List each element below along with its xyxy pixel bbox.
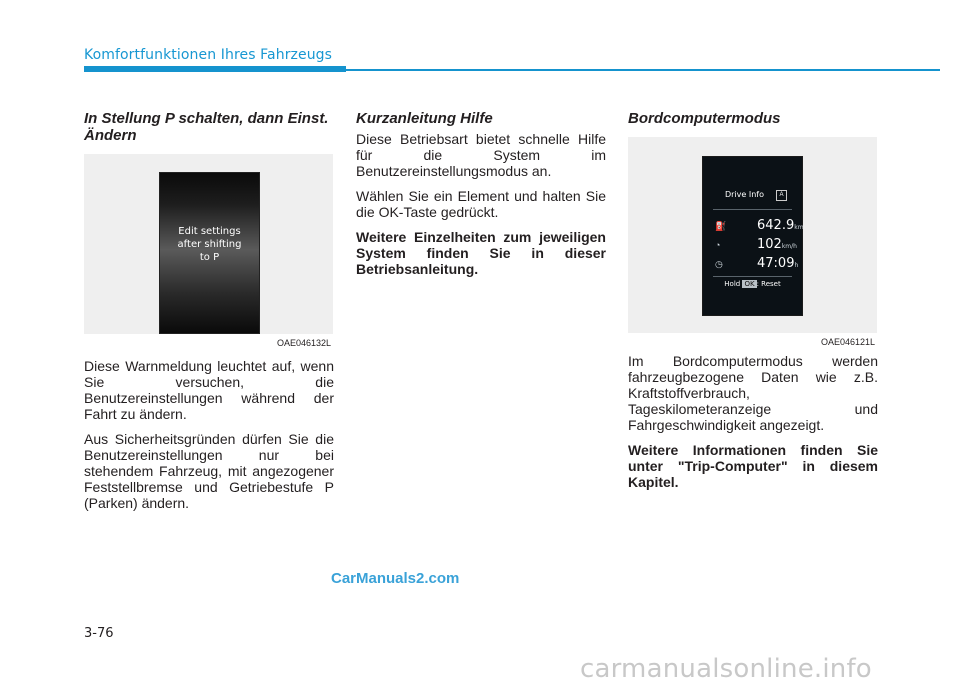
figure-caption: OAE046132L — [276, 338, 331, 348]
paragraph: Aus Sicherheitsgründen dürfen Sie die Benutzereinstellungen nur bei stehendem Fahrzeug, mit angezogener Feststellbremse und Getriebestufe P (Parken) ändern. — [84, 431, 334, 511]
data-value: 102km/h — [757, 237, 797, 252]
paragraph: Wählen Sie ein Element und halten Sie die OK-Taste gedrückt. — [356, 188, 606, 220]
page-number: 3-76 — [84, 626, 114, 641]
divider — [713, 276, 792, 277]
cluster-display — [159, 172, 260, 334]
data-row-speed — [711, 237, 796, 255]
data-row-time — [711, 256, 799, 274]
display-line-2: after shifting — [177, 239, 242, 250]
bold-note: Weitere Informationen finden Sie unter "Trip-Computer" in diesem Kapitel. — [628, 442, 878, 490]
data-value: 47:09h — [757, 256, 799, 271]
heading-shift-to-p: In Stellung P schalten, dann Einst. Ändern — [84, 110, 329, 144]
column-3 — [628, 110, 878, 499]
column-1 — [84, 110, 334, 520]
header-accent-bar — [84, 66, 346, 72]
header-rule — [346, 69, 940, 71]
bold-note: Weitere Einzelheiten zum jeweiligen System finden Sie in dieser Betriebsanleitung. — [356, 229, 606, 277]
display-footer: Hold OK : Reset — [724, 280, 781, 288]
data-value: 642.9km — [757, 218, 804, 233]
paragraph: Diese Betriebsart bietet schnelle Hilfe für die System im Benutzereinstellungsmodus an. — [356, 131, 606, 179]
figure-drive-info — [628, 137, 877, 347]
heading-quick-help: Kurzanleitung Hilfe — [356, 110, 493, 127]
figure-warning-message — [84, 154, 333, 348]
display-line-1: Edit settings — [178, 226, 241, 237]
paragraph: Im Bordcomputermodus werden fahrzeugbezogene Daten wie z.B. Kraftstoffverbrauch, Tageskilometeranzeige und Fahrgeschwindigkeit angezeigt. — [628, 353, 878, 433]
display-title: Drive Info — [725, 190, 765, 199]
watermark-link[interactable]: CarManuals2.com — [331, 570, 460, 587]
display-message — [160, 225, 259, 264]
column-2 — [356, 110, 606, 286]
display-line-3: to P — [199, 252, 220, 263]
paragraph: Diese Warnmeldung leuchtet auf, wenn Sie versuchen, die Benutzereinstellungen während der Fahrt zu ändern. — [84, 358, 334, 422]
clock-icon: ◷ — [715, 259, 723, 269]
section-header-title: Komfortfunktionen Ihres Fahrzeugs — [84, 47, 333, 63]
speedometer-icon: ◔ — [715, 240, 721, 250]
figure-caption: OAE046121L — [820, 337, 875, 347]
cluster-display — [702, 156, 803, 316]
data-row-fuel — [711, 218, 804, 236]
fuel-icon: ⛽ — [715, 221, 727, 231]
heading-trip-computer: Bordcomputermodus — [628, 110, 781, 127]
divider — [713, 209, 792, 210]
footer-site-logo: carmanualsonline.info — [580, 654, 872, 684]
mode-badge: A — [776, 190, 787, 201]
